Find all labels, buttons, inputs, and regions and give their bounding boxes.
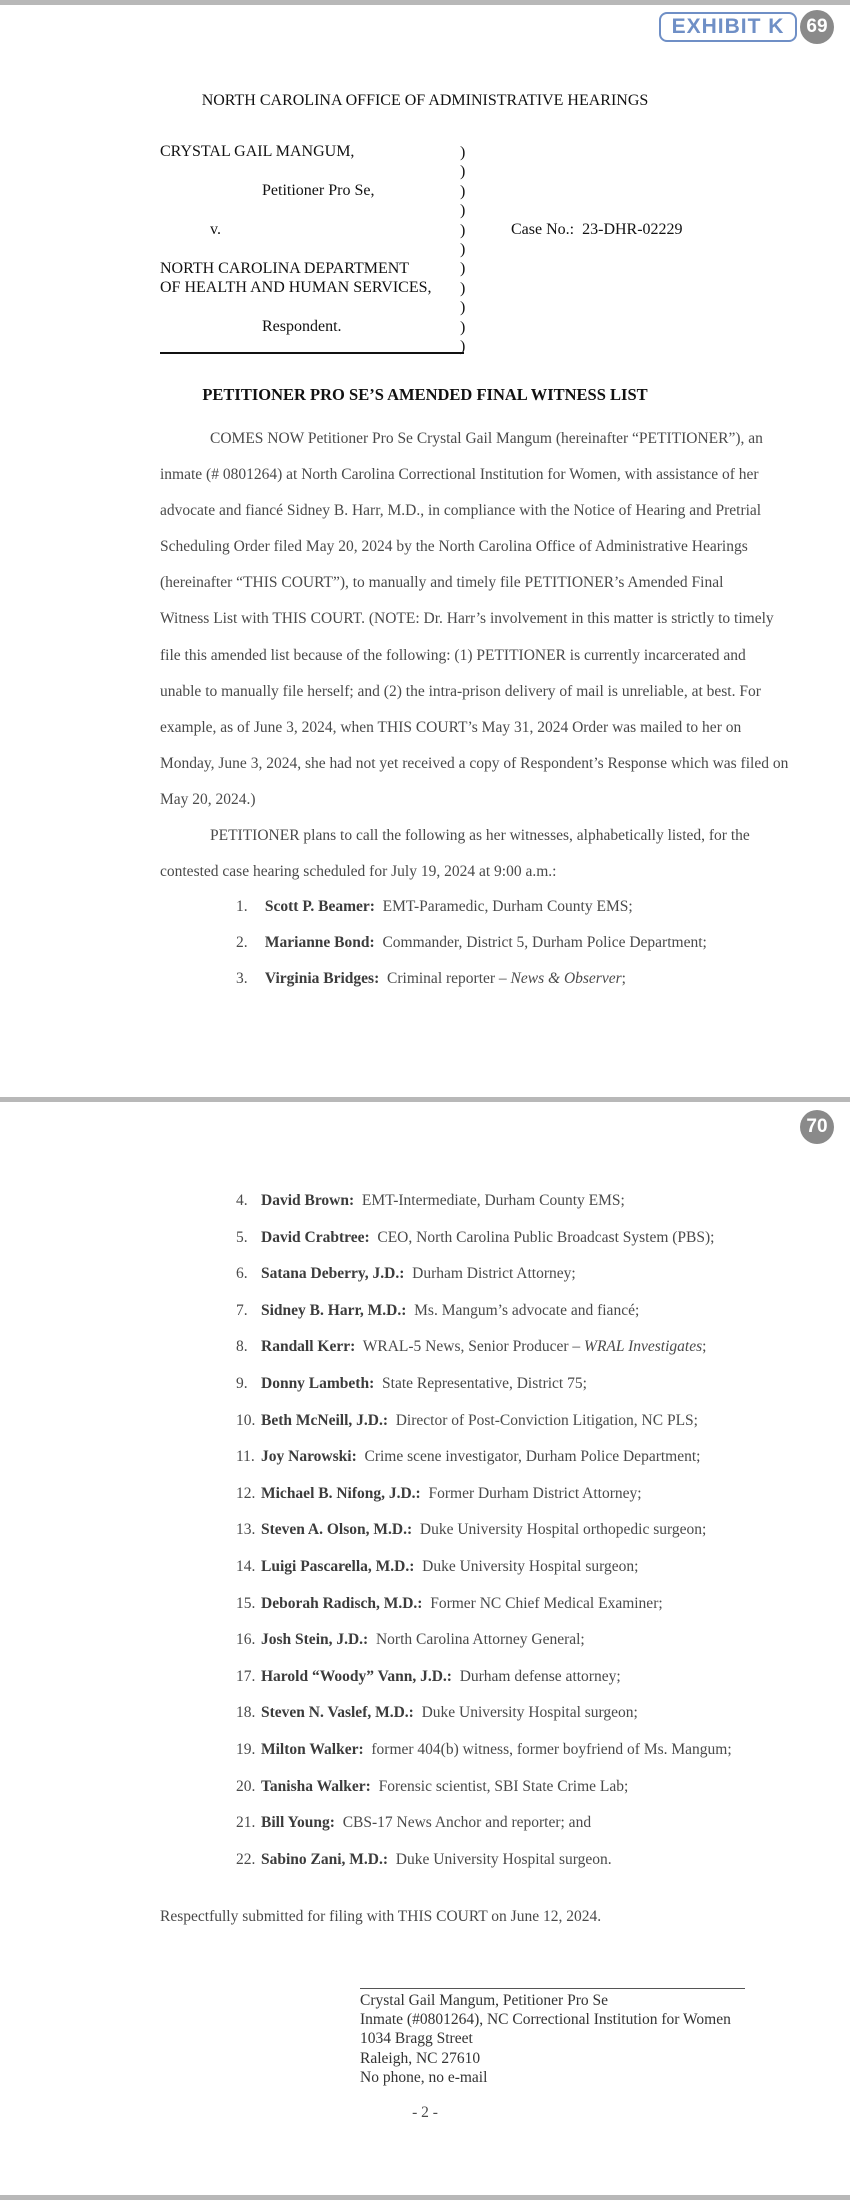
paragraph-line: unable to manually file herself; and (2) the intra-prison delivery of mail is unreliable, at best. For <box>160 682 761 700</box>
paragraph-line: COMES NOW Petitioner Pro Se Crystal Gail Mangum (hereinafter “PETITIONER”), an <box>210 430 763 447</box>
witness-number: 1. <box>236 898 248 915</box>
exhibit-stamp: EXHIBIT K <box>659 12 797 42</box>
paren: ) <box>460 144 466 161</box>
signature-city: Raleigh, NC 27610 <box>360 2049 481 2067</box>
witness-item <box>236 1814 591 1832</box>
witness-name: David Crabtree: <box>261 1228 370 1246</box>
witness-name: Randall Kerr: <box>261 1338 356 1356</box>
page-top-border <box>0 0 850 5</box>
witness-name: Beth McNeill, J.D.: <box>261 1411 388 1429</box>
paragraph-line: (hereinafter “THIS COURT”), to manually and timely file PETITIONER’s Amended Final <box>160 574 724 592</box>
respondent-line-2: OF HEALTH AND HUMAN SERVICES, <box>160 279 432 296</box>
witness-number: 21. <box>236 1814 256 1832</box>
witness-item <box>236 898 633 916</box>
paragraph-line: file this amended list because of the following: (1) PETITIONER is currently incarcerated and <box>160 646 746 664</box>
witness-item <box>236 970 626 988</box>
page-bottom-border <box>0 2195 850 2200</box>
witness-name: Donny Lambeth: <box>261 1375 375 1392</box>
witness-item <box>236 934 707 952</box>
witness-item <box>236 1631 585 1649</box>
witness-name: Sidney B. Harr, M.D.: <box>261 1301 407 1319</box>
witness-number: 15. <box>236 1594 256 1612</box>
witness-description: CEO, North Carolina Public Broadcast System (PBS); <box>377 1228 715 1246</box>
paragraph-line: Witness List with THIS COURT. (NOTE: Dr. Harr’s involvement in this matter is strictly to timely <box>160 610 774 628</box>
witness-description: former 404(b) witness, former boyfriend of Ms. Mangum; <box>371 1741 732 1758</box>
case-number <box>511 221 683 239</box>
witness-item <box>236 1192 625 1210</box>
witness-description: Director of Post-Conviction Litigation, NC PLS; <box>395 1411 698 1429</box>
witness-description: Former Durham District Attorney; <box>428 1484 642 1502</box>
witness-tail: ; <box>621 970 626 987</box>
witness-description: Duke University Hospital surgeon. <box>395 1850 612 1868</box>
witness-item <box>236 1265 576 1283</box>
signature-line <box>360 1988 745 1989</box>
plan-paragraph <box>160 818 812 890</box>
witness-number: 16. <box>236 1631 256 1649</box>
page-number-badge: 69 <box>800 10 834 44</box>
witness-description: Commander, District 5, Durham Police Department; <box>382 934 707 951</box>
agency-heading: NORTH CAROLINA OFFICE OF ADMINISTRATIVE HEARINGS <box>201 92 649 109</box>
paren: ) <box>460 202 466 220</box>
versus: v. <box>210 221 221 238</box>
witness-number: 6. <box>236 1265 248 1283</box>
paragraph-line: PETITIONER plans to call the following as her witnesses, alphabetically listed, for the <box>210 827 750 844</box>
page-number-badge: 70 <box>800 1110 834 1144</box>
witness-number: 4. <box>236 1192 248 1209</box>
witness-description: Forensic scientist, SBI State Crime Lab; <box>378 1777 629 1795</box>
paren: ) <box>460 299 466 317</box>
witness-number: 8. <box>236 1338 248 1356</box>
witness-number: 14. <box>236 1558 256 1575</box>
witness-item <box>236 1338 706 1356</box>
witness-name: Steven N. Vaslef, M.D.: <box>261 1704 414 1722</box>
document-title: PETITIONER PRO SE’S AMENDED FINAL WITNESS LIST <box>202 385 648 404</box>
witness-name: Virginia Bridges: <box>264 970 380 987</box>
witness-number: 18. <box>236 1704 256 1722</box>
witness-item <box>236 1302 639 1320</box>
signature-name: Crystal Gail Mangum, Petitioner Pro Se <box>360 1992 608 2009</box>
witness-number: 9. <box>236 1375 248 1392</box>
witness-item <box>236 1558 638 1576</box>
petitioner-role: Petitioner Pro Se, <box>262 182 375 199</box>
paren: ) <box>460 260 466 278</box>
witness-name: Scott P. Beamer: <box>264 898 375 915</box>
witness-description: Former NC Chief Medical Examiner; <box>430 1594 663 1612</box>
witness-name: Milton Walker: <box>261 1741 364 1758</box>
witness-publication: WRAL Investigates <box>584 1338 703 1356</box>
witness-number: 2. <box>236 934 248 951</box>
page-divider <box>0 1097 850 1102</box>
witness-name: Sabino Zani, M.D.: <box>261 1850 389 1868</box>
witness-tail: ; <box>702 1338 707 1356</box>
witness-number: 7. <box>236 1301 248 1319</box>
witness-item <box>236 1521 706 1539</box>
paren: ) <box>460 279 466 297</box>
witness-name: Satana Deberry, J.D.: <box>261 1265 405 1283</box>
witness-item <box>236 1595 663 1613</box>
caption-parentheses <box>460 143 465 356</box>
witness-name: Michael B. Nifong, J.D.: <box>261 1484 421 1502</box>
witness-description: WRAL-5 News, Senior Producer – <box>362 1338 585 1356</box>
witness-number: 13. <box>236 1521 256 1539</box>
witness-description: EMT-Paramedic, Durham County EMS; <box>382 898 633 915</box>
witness-item <box>236 1485 642 1503</box>
paren: ) <box>460 318 466 336</box>
witness-description: Crime scene investigator, Durham Police Department; <box>364 1448 701 1466</box>
witness-name: Tanisha Walker: <box>261 1777 371 1795</box>
witness-name: Luigi Pascarella, M.D.: <box>261 1558 415 1575</box>
witness-number: 5. <box>236 1228 248 1246</box>
submitted-line: Respectfully submitted for filing with THIS COURT on June 12, 2024. <box>160 1908 602 1925</box>
witness-number: 22. <box>236 1850 256 1868</box>
signature-street: 1034 Bragg Street <box>360 2030 473 2048</box>
petitioner-name: CRYSTAL GAIL MANGUM, <box>160 143 355 160</box>
intro-paragraph <box>160 421 812 818</box>
paren: ) <box>460 163 466 181</box>
case-number-value: 23-DHR-02229 <box>582 221 683 238</box>
signature-block <box>360 1991 731 2087</box>
witness-number: 19. <box>236 1741 256 1758</box>
witness-item <box>236 1741 732 1759</box>
witness-description: EMT-Intermediate, Durham County EMS; <box>361 1192 625 1209</box>
page-footer-number: - 2 - <box>412 2104 438 2121</box>
witness-name: Bill Young: <box>261 1814 335 1832</box>
paragraph-line: May 20, 2024.) <box>160 790 256 808</box>
witness-item <box>236 1448 700 1466</box>
witness-name: Joy Narowski: <box>261 1448 357 1466</box>
witness-number: 20. <box>236 1777 256 1795</box>
witness-name: Deborah Radisch, M.D.: <box>261 1594 423 1612</box>
witness-name: Steven A. Olson, M.D.: <box>261 1521 413 1539</box>
caption-underline <box>160 352 464 354</box>
witness-description: Durham defense attorney; <box>459 1667 621 1685</box>
witness-name: David Brown: <box>261 1192 355 1209</box>
case-number-label: Case No.: <box>511 221 575 238</box>
paren: ) <box>460 241 466 259</box>
witness-item <box>236 1704 638 1722</box>
witness-item <box>236 1375 587 1393</box>
respondent-line-1: NORTH CAROLINA DEPARTMENT <box>160 260 410 277</box>
respondent-role: Respondent. <box>262 318 342 335</box>
paren: ) <box>460 182 466 200</box>
paragraph-line: example, as of June 3, 2024, when THIS COURT’s May 31, 2024 Order was mailed to her on <box>160 718 742 736</box>
witness-description: State Representative, District 75; <box>382 1375 587 1392</box>
paragraph-line: advocate and fiancé Sidney B. Harr, M.D., in compliance with the Notice of Hearing and Pretrial <box>160 502 762 520</box>
witness-description: Ms. Mangum’s advocate and fiancé; <box>414 1301 640 1319</box>
paragraph-line: contested case hearing scheduled for July 19, 2024 at 9:00 a.m.: <box>160 863 557 881</box>
witness-description: Criminal reporter – <box>387 970 511 987</box>
witness-item <box>236 1229 714 1247</box>
witness-number: 17. <box>236 1667 256 1685</box>
paren: ) <box>460 338 466 356</box>
witness-name: Marianne Bond: <box>264 934 375 951</box>
witness-description: Duke University Hospital surgeon; <box>421 1704 638 1722</box>
witness-description: Durham District Attorney; <box>412 1265 576 1283</box>
witness-number: 10. <box>236 1411 256 1429</box>
witness-item <box>236 1851 612 1869</box>
witness-item <box>236 1778 628 1796</box>
witness-number: 12. <box>236 1484 256 1502</box>
signature-contact: No phone, no e-mail <box>360 2068 488 2086</box>
paragraph-line: Scheduling Order filed May 20, 2024 by the North Carolina Office of Administrative Hearings <box>160 538 748 556</box>
witness-description: Duke University Hospital orthopedic surgeon; <box>419 1521 707 1539</box>
witness-description: Duke University Hospital surgeon; <box>422 1558 639 1575</box>
witness-name: Harold “Woody” Vann, J.D.: <box>261 1667 452 1685</box>
paragraph-line: inmate (# 0801264) at North Carolina Correctional Institution for Women, with assistance of her <box>160 466 759 484</box>
paren: ) <box>460 221 466 239</box>
witness-item <box>236 1668 621 1686</box>
witness-number: 11. <box>236 1448 255 1466</box>
witness-item <box>236 1412 698 1430</box>
witness-name: Josh Stein, J.D.: <box>261 1631 369 1649</box>
witness-description: CBS-17 News Anchor and reporter; and <box>342 1814 592 1832</box>
witness-number: 3. <box>236 970 248 987</box>
signature-inmate: Inmate (#0801264), NC Correctional Institution for Women <box>360 2011 731 2029</box>
witness-description: North Carolina Attorney General; <box>375 1631 585 1649</box>
witness-publication: News & Observer <box>510 970 622 987</box>
paragraph-line: Monday, June 3, 2024, she had not yet received a copy of Respondent’s Response which was filed on <box>160 754 789 772</box>
